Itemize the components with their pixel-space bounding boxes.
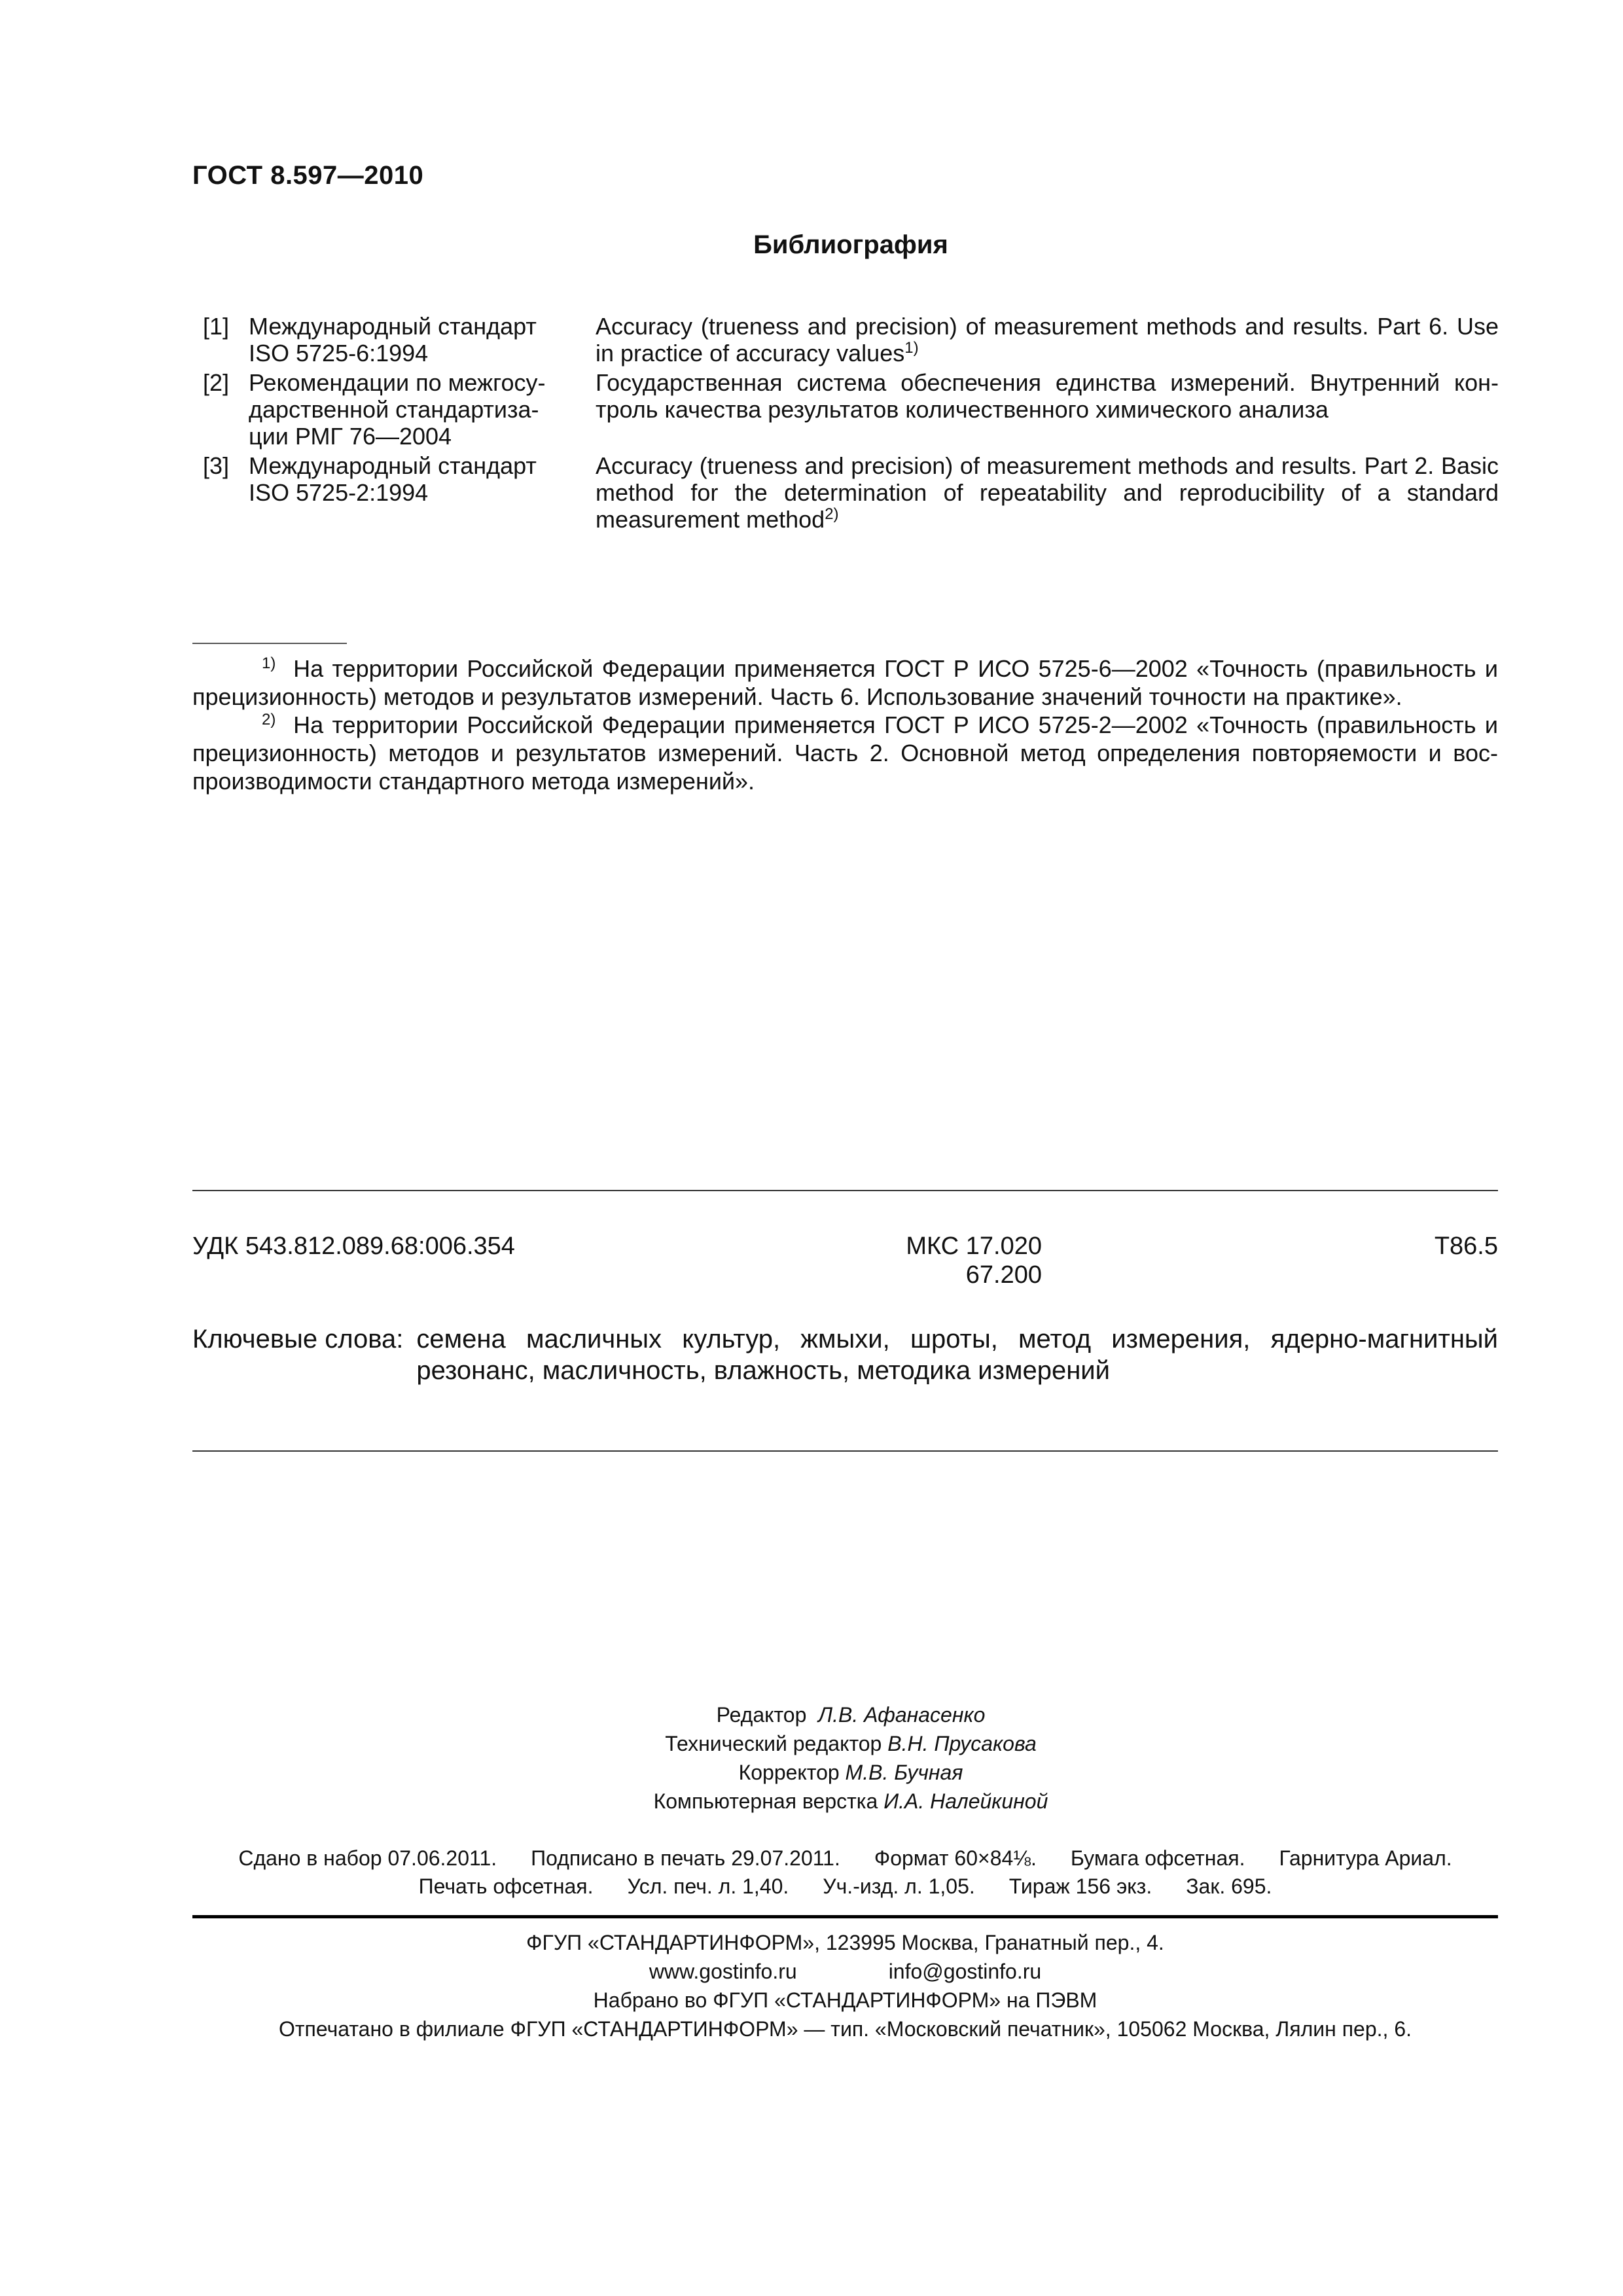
typeset-info: Набрано во ФГУП «СТАНДАРТИНФОРМ» на ПЭВМ xyxy=(593,1988,1097,2012)
credit-line xyxy=(0,1700,1623,1729)
credit-name: В.Н. Прусакова xyxy=(887,1732,1037,1755)
entry-title-text: Accuracy (trueness and precision) of measurement methods and results. Part 6. Use in practice of accuracy values xyxy=(596,313,1499,367)
printer-info xyxy=(192,1928,1498,2043)
footnote-mark: 2) xyxy=(262,711,276,728)
credit-name: И.А. Налейкиной xyxy=(883,1789,1048,1813)
credit-line xyxy=(0,1729,1623,1758)
entry-number: [2] xyxy=(203,369,230,396)
footnote-text: На территории Российской Федерации применяется ГОСТ Р ИСО 5725-6—2002 «Точность (правильность и прецизионность) методов и результатов измерений. Часть 6. Использование значений точности на практике». xyxy=(192,655,1498,710)
footnote-mark: 1) xyxy=(262,655,276,672)
printer-top-rule xyxy=(192,1915,1498,1918)
website-link[interactable]: www.gostinfo.ru xyxy=(649,1960,797,1983)
printed-info: Отпечатано в филиале ФГУП «СТАНДАРТИНФОРМ» — тип. «Московский печатник», 105062 Москва, Лялин пер., 6. xyxy=(278,2017,1412,2041)
footnote-ref: 2) xyxy=(825,505,839,523)
udk-code: УДК 543.812.089.68:006.354 xyxy=(192,1232,515,1260)
source-line: Международный стандарт xyxy=(249,452,537,479)
credit-line xyxy=(0,1758,1623,1787)
credit-line xyxy=(0,1787,1623,1816)
credit-role: Редактор xyxy=(716,1703,807,1727)
source-line: ISO 5725-6:1994 xyxy=(249,340,429,367)
entry-source xyxy=(249,369,596,450)
source-line: ции РМГ 76—2004 xyxy=(249,423,452,450)
bibliography-title: Библиография xyxy=(753,230,948,259)
entry-number: [1] xyxy=(203,313,230,340)
credit-name: М.В. Бучная xyxy=(845,1761,963,1784)
bibliography-entry xyxy=(203,369,1499,450)
entry-title xyxy=(596,452,1499,533)
pub-item: Гарнитура Ариал. xyxy=(1279,1846,1452,1870)
keywords-label: Ключевые слова: xyxy=(192,1325,404,1354)
bibliography-entry xyxy=(203,313,1499,367)
pub-item: Печать офсетная. xyxy=(418,1874,594,1898)
publication-line xyxy=(192,1844,1498,1873)
credit-name: Л.В. Афанасенко xyxy=(818,1703,986,1727)
credit-role: Технический редактор xyxy=(665,1732,882,1755)
entry-title xyxy=(596,313,1499,367)
source-line: Международный стандарт xyxy=(249,313,537,340)
publication-line xyxy=(192,1873,1498,1901)
entry-title-text: Государственная система обеспечения единства измерений. Внутренний кон-троль качества результатов количественного химического анализа xyxy=(596,369,1499,423)
email-link[interactable]: info@gostinfo.ru xyxy=(888,1960,1042,1983)
pub-item: Формат 60×84⅛. xyxy=(874,1846,1037,1870)
footnotes xyxy=(192,655,1498,795)
publication-details xyxy=(192,1844,1498,1901)
footnote-ref: 1) xyxy=(904,339,919,357)
source-line: ISO 5725-2:1994 xyxy=(249,479,429,506)
pub-item: Подписано в печать 29.07.2011. xyxy=(531,1846,840,1870)
entry-title xyxy=(596,369,1499,450)
footnote xyxy=(192,655,1498,711)
bibliography-list xyxy=(203,313,1499,535)
credit-role: Компьютерная верстка xyxy=(653,1789,878,1813)
keywords-bottom-rule xyxy=(192,1450,1498,1452)
footnote xyxy=(192,711,1498,795)
mks-line: 67.200 xyxy=(965,1261,1042,1289)
credit-role: Корректор xyxy=(738,1761,840,1784)
publisher-address: ФГУП «СТАНДАРТИНФОРМ», 123995 Москва, Гранатный пер., 4. xyxy=(526,1931,1164,1954)
source-line: дарственной стандартиза- xyxy=(249,396,539,423)
source-line: Рекомендации по межгосу- xyxy=(249,369,546,396)
pub-item: Зак. 695. xyxy=(1186,1874,1272,1898)
standard-designation: ГОСТ 8.597—2010 xyxy=(192,161,424,190)
pub-item: Бумага офсетная. xyxy=(1070,1846,1245,1870)
mks-line: МКС 17.020 xyxy=(906,1232,1042,1260)
entry-number: [3] xyxy=(203,452,230,479)
publisher-web xyxy=(192,1957,1498,1986)
footnote-divider xyxy=(192,643,347,644)
classification-top-rule xyxy=(192,1190,1498,1191)
footnote-text: На территории Российской Федерации применяется ГОСТ Р ИСО 5725-2—2002 «Точность (правильность и прецизионность) методов и результатов измерений. Часть 2. Основной метод определения повторяемости и вос-производимости стандартного метода измерений». xyxy=(192,711,1498,795)
entry-source xyxy=(249,452,596,533)
pub-item: Усл. печ. л. 1,40. xyxy=(627,1874,789,1898)
pub-item: Уч.-изд. л. 1,05. xyxy=(823,1874,975,1898)
keywords-text: семена масличных культур, жмыхи, шроты, метод измерения, ядерно-магнитный резонанс, масличность, влажность, методика измерений xyxy=(416,1325,1498,1385)
credits xyxy=(0,1700,1623,1816)
bibliography-entry xyxy=(203,452,1499,533)
mks-code xyxy=(898,1232,1042,1289)
pub-item: Сдано в набор 07.06.2011. xyxy=(238,1846,497,1870)
entry-source xyxy=(249,313,596,367)
okp-code: Т86.5 xyxy=(1434,1232,1498,1260)
entry-title-text: Accuracy (trueness and precision) of measurement methods and results. Part 2. Basic method for the determination of repeatability and reproducibility of a standard measurement method xyxy=(596,452,1499,533)
keywords xyxy=(192,1323,1498,1386)
pub-item: Тираж 156 экз. xyxy=(1008,1874,1152,1898)
